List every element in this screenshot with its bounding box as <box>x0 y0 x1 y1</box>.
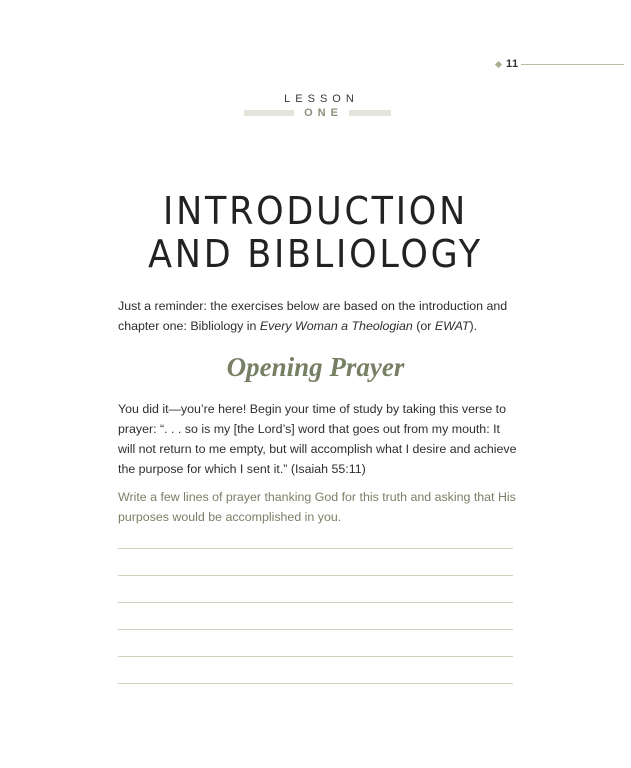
book-title: Every Woman a Theologian <box>259 319 413 333</box>
lesson-number <box>244 107 394 119</box>
writing-line <box>118 683 513 684</box>
diamond-icon <box>495 61 502 68</box>
lesson-label: LESSON <box>284 93 359 105</box>
intro-text-3: ). <box>469 319 478 333</box>
page-number: 11 <box>506 58 519 70</box>
book-abbreviation: EWAT <box>434 319 470 333</box>
title-line-1: INTRODUCTION <box>162 189 469 233</box>
intro-paragraph <box>118 296 518 336</box>
section-heading: Opening Prayer <box>226 352 405 382</box>
page-number-marker <box>494 59 631 73</box>
writing-line <box>118 548 513 549</box>
writing-line <box>118 629 513 630</box>
lesson-badge <box>244 93 394 125</box>
writing-lines <box>118 548 513 710</box>
writing-line <box>118 575 513 576</box>
prayer-prompt: Write a few lines of prayer thanking God for this truth and asking that His purposes would be accomplished in you. <box>118 490 516 524</box>
intro-text-2: (or <box>412 319 435 333</box>
writing-line <box>118 602 513 603</box>
page-title <box>25 190 606 276</box>
header-rule <box>521 64 624 65</box>
prayer-paragraph: You did it—you’re here! Begin your time of study by taking this verse to prayer: “. . . so is my [the Lord’s] word that goes out from my mouth: It will not return to me empty, but will accomplish what I desire and achieve the purpose for which I sent it.” (Isaiah 55:11) <box>118 402 517 476</box>
lesson-number-text: ONE <box>294 107 349 119</box>
title-line-2: AND BIBLIOLOGY <box>148 232 483 276</box>
writing-line <box>118 656 513 657</box>
intro-text-1: Just a reminder: the exercises below are based on the introduction and chapter one: Bibliology in <box>118 299 508 333</box>
